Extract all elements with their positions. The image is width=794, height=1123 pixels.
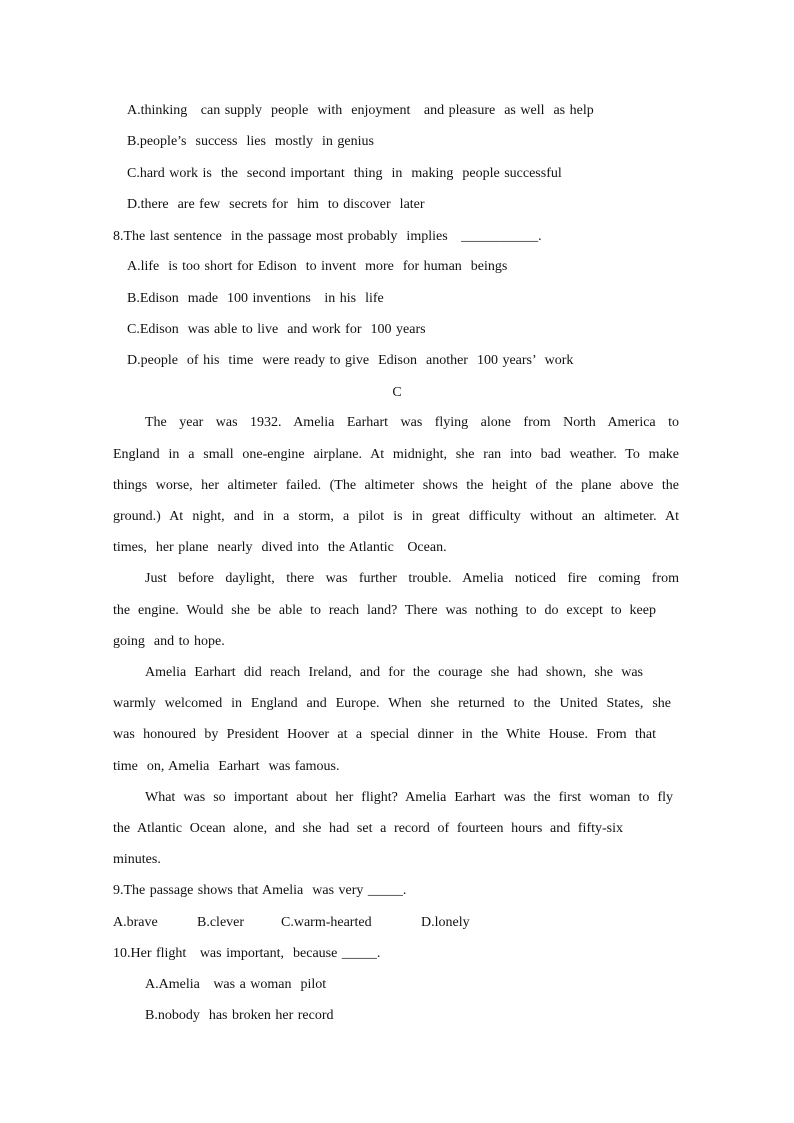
q8-option-a: A.life is too short for Edison to invent more for human beings (127, 259, 508, 274)
q7-option-d: D.there are few secrets for him to discover later (127, 197, 425, 212)
passage-line: time on, Amelia Earhart was famous. (113, 759, 340, 774)
q9-option-d: D.lonely (421, 915, 470, 930)
passage-line: ground.) At night, and in a storm, a pilot is in great difficulty without an altimeter. At (113, 509, 679, 524)
passage-line: times, her plane nearly dived into the Atlantic Ocean. (113, 540, 447, 555)
q9-option-a: A.brave (113, 915, 158, 930)
section-heading: C (392, 385, 402, 400)
q9-option-b: B.clever (197, 915, 245, 930)
passage-line: Amelia Earhart did reach Ireland, and for the courage she had shown, she was (145, 665, 643, 680)
passage-line: things worse, her altimeter failed. (The altimeter shows the height of the plane above the (113, 478, 679, 493)
q7-option-b: B.people’s success lies mostly in genius (127, 134, 374, 149)
q9-stem: 9.The passage shows that Amelia was very _____. (113, 883, 407, 898)
passage-line: the engine. Would she be able to reach land? There was nothing to do except to keep (113, 603, 656, 618)
q10-stem: 10.Her flight was important, because _____. (113, 946, 381, 961)
q8-option-b: B.Edison made 100 inventions in his life (127, 291, 384, 306)
passage-line: the Atlantic Ocean alone, and she had set a record of fourteen hours and fifty-six (113, 821, 623, 836)
q9-option-c: C.warm-hearted (281, 915, 372, 930)
q8-option-c: C.Edison was able to live and work for 100 years (127, 322, 426, 337)
q7-option-a: A.thinking can supply people with enjoyment and pleasure as well as help (127, 103, 594, 118)
q10-option-b: B.nobody has broken her record (145, 1008, 334, 1023)
q8-stem: 8.The last sentence in the passage most probably implies ___________. (113, 229, 542, 244)
passage-line: England in a small one-engine airplane. At midnight, she ran into bad weather. To make (113, 447, 679, 462)
passage-line: What was so important about her flight? Amelia Earhart was the first woman to fly (145, 790, 673, 805)
q10-option-a: A.Amelia was a woman pilot (145, 977, 327, 992)
passage-line: The year was 1932. Amelia Earhart was flying alone from North America to (145, 415, 679, 430)
passage-line: warmly welcomed in England and Europe. When she returned to the United States, she (113, 696, 671, 711)
passage-line: going and to hope. (113, 634, 225, 649)
q8-option-d: D.people of his time were ready to give Edison another 100 years’ work (127, 353, 574, 368)
passage-line: minutes. (113, 852, 161, 867)
passage-line: Just before daylight, there was further trouble. Amelia noticed fire coming from (145, 571, 679, 586)
q7-option-c: C.hard work is the second important thing in making people successful (127, 166, 562, 181)
passage-line: was honoured by President Hoover at a special dinner in the White House. From that (113, 727, 656, 742)
